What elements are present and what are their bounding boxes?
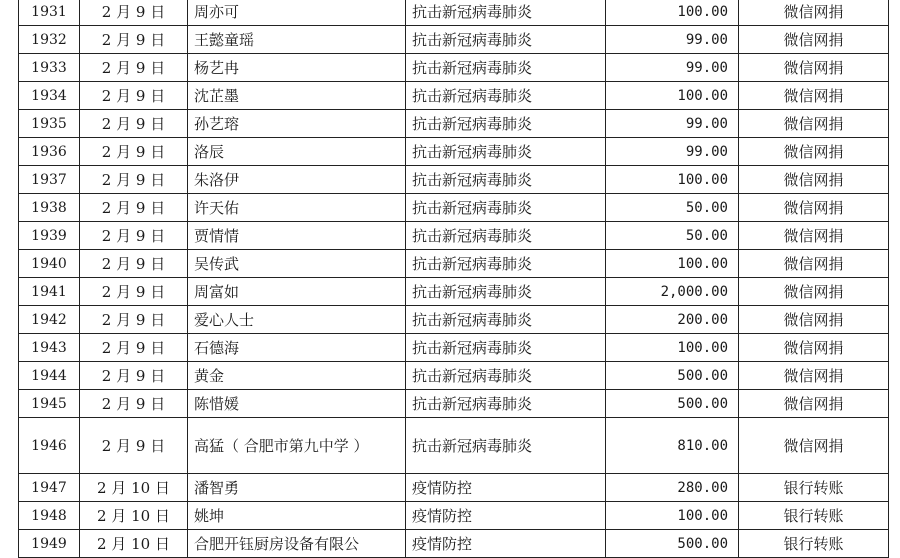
date-cell: 2 月 9 日 [80,222,188,250]
date-cell: 2 月 9 日 [80,138,188,166]
donor-name-cell: 许天佑 [188,194,406,222]
amount-cell: 280.00 [606,474,739,502]
purpose-cell: 抗击新冠病毒肺炎 [406,390,606,418]
payment-method-cell: 微信网捐 [739,194,889,222]
purpose-cell: 抗击新冠病毒肺炎 [406,278,606,306]
amount-cell: 200.00 [606,306,739,334]
payment-method-cell: 微信网捐 [739,110,889,138]
amount-cell: 500.00 [606,390,739,418]
purpose-cell: 抗击新冠病毒肺炎 [406,194,606,222]
date-cell: 2 月 9 日 [80,418,188,474]
amount-cell: 99.00 [606,54,739,82]
date-cell: 2 月 9 日 [80,82,188,110]
payment-method-cell: 微信网捐 [739,222,889,250]
payment-method-cell: 微信网捐 [739,334,889,362]
purpose-cell: 抗击新冠病毒肺炎 [406,222,606,250]
donor-name-cell: 朱洛伊 [188,166,406,194]
purpose-cell: 抗击新冠病毒肺炎 [406,166,606,194]
table-row [19,82,889,110]
date-cell: 2 月 10 日 [80,474,188,502]
amount-cell: 50.00 [606,194,739,222]
purpose-cell: 抗击新冠病毒肺炎 [406,362,606,390]
purpose-cell: 抗击新冠病毒肺炎 [406,334,606,362]
amount-cell: 100.00 [606,0,739,26]
date-cell: 2 月 10 日 [80,530,188,558]
row-number-cell: 1931 [19,0,80,26]
table-row [19,474,889,502]
table-row [19,54,889,82]
row-number-cell: 1932 [19,26,80,54]
table-row [19,166,889,194]
amount-cell: 100.00 [606,334,739,362]
payment-method-cell: 微信网捐 [739,54,889,82]
row-number-cell: 1943 [19,334,80,362]
date-cell: 2 月 10 日 [80,502,188,530]
payment-method-cell: 微信网捐 [739,306,889,334]
purpose-cell: 疫情防控 [406,474,606,502]
table-row [19,0,889,26]
donor-name-cell: 贾情情 [188,222,406,250]
payment-method-cell: 微信网捐 [739,362,889,390]
donor-name-cell: 姚坤 [188,502,406,530]
donation-table [18,0,889,558]
donor-name-cell: 王懿童瑶 [188,26,406,54]
payment-method-cell: 微信网捐 [739,390,889,418]
amount-cell: 100.00 [606,250,739,278]
row-number-cell: 1942 [19,306,80,334]
amount-cell: 99.00 [606,138,739,166]
table-row [19,222,889,250]
amount-cell: 50.00 [606,222,739,250]
donor-name-cell: 潘智勇 [188,474,406,502]
date-cell: 2 月 9 日 [80,362,188,390]
row-number-cell: 1937 [19,166,80,194]
payment-method-cell: 银行转账 [739,502,889,530]
purpose-cell: 抗击新冠病毒肺炎 [406,0,606,26]
table-row [19,26,889,54]
row-number-cell: 1934 [19,82,80,110]
donor-name-cell: 杨艺冉 [188,54,406,82]
donor-name-cell: 周亦可 [188,0,406,26]
payment-method-cell: 微信网捐 [739,26,889,54]
donor-name-cell: 石德海 [188,334,406,362]
table-row [19,306,889,334]
payment-method-cell: 微信网捐 [739,166,889,194]
row-number-cell: 1944 [19,362,80,390]
purpose-cell: 抗击新冠病毒肺炎 [406,418,606,474]
date-cell: 2 月 9 日 [80,306,188,334]
donor-name-cell: 沈芷墨 [188,82,406,110]
amount-cell: 100.00 [606,166,739,194]
row-number-cell: 1945 [19,390,80,418]
donor-name-cell: 周富如 [188,278,406,306]
donor-name-cell: 陈惜媛 [188,390,406,418]
table-row [19,418,889,474]
table-row [19,530,889,558]
purpose-cell: 抗击新冠病毒肺炎 [406,250,606,278]
table-row [19,138,889,166]
amount-cell: 100.00 [606,82,739,110]
payment-method-cell: 微信网捐 [739,138,889,166]
donor-name-cell: 高猛（ 合肥市第九中学 ） [188,418,406,474]
purpose-cell: 抗击新冠病毒肺炎 [406,26,606,54]
payment-method-cell: 微信网捐 [739,278,889,306]
table-row [19,250,889,278]
date-cell: 2 月 9 日 [80,26,188,54]
date-cell: 2 月 9 日 [80,194,188,222]
donor-name-cell: 爱心人士 [188,306,406,334]
donor-name-cell: 黄金 [188,362,406,390]
row-number-cell: 1940 [19,250,80,278]
purpose-cell: 抗击新冠病毒肺炎 [406,110,606,138]
table-row [19,390,889,418]
table-row [19,110,889,138]
date-cell: 2 月 9 日 [80,390,188,418]
date-cell: 2 月 9 日 [80,0,188,26]
row-number-cell: 1947 [19,474,80,502]
donor-name-cell: 吴传武 [188,250,406,278]
date-cell: 2 月 9 日 [80,166,188,194]
payment-method-cell: 微信网捐 [739,0,889,26]
purpose-cell: 疫情防控 [406,502,606,530]
table-row [19,502,889,530]
row-number-cell: 1946 [19,418,80,474]
date-cell: 2 月 9 日 [80,54,188,82]
table-row [19,334,889,362]
row-number-cell: 1933 [19,54,80,82]
table-row [19,362,889,390]
donation-table-body [19,0,889,558]
payment-method-cell: 微信网捐 [739,250,889,278]
table-row [19,194,889,222]
row-number-cell: 1949 [19,530,80,558]
donor-name-cell: 洛辰 [188,138,406,166]
row-number-cell: 1935 [19,110,80,138]
row-number-cell: 1941 [19,278,80,306]
date-cell: 2 月 9 日 [80,110,188,138]
row-number-cell: 1939 [19,222,80,250]
date-cell: 2 月 9 日 [80,278,188,306]
amount-cell: 2,000.00 [606,278,739,306]
payment-method-cell: 银行转账 [739,474,889,502]
payment-method-cell: 微信网捐 [739,82,889,110]
purpose-cell: 抗击新冠病毒肺炎 [406,54,606,82]
row-number-cell: 1938 [19,194,80,222]
purpose-cell: 抗击新冠病毒肺炎 [406,138,606,166]
payment-method-cell: 微信网捐 [739,418,889,474]
amount-cell: 99.00 [606,26,739,54]
amount-cell: 810.00 [606,418,739,474]
purpose-cell: 抗击新冠病毒肺炎 [406,82,606,110]
donation-sheet [18,0,888,558]
table-row [19,278,889,306]
amount-cell: 100.00 [606,502,739,530]
amount-cell: 99.00 [606,110,739,138]
row-number-cell: 1948 [19,502,80,530]
date-cell: 2 月 9 日 [80,250,188,278]
payment-method-cell: 银行转账 [739,530,889,558]
donor-name-cell: 合肥开钰厨房设备有限公 [188,530,406,558]
amount-cell: 500.00 [606,530,739,558]
amount-cell: 500.00 [606,362,739,390]
row-number-cell: 1936 [19,138,80,166]
purpose-cell: 疫情防控 [406,530,606,558]
date-cell: 2 月 9 日 [80,334,188,362]
purpose-cell: 抗击新冠病毒肺炎 [406,306,606,334]
donor-name-cell: 孙艺瑢 [188,110,406,138]
